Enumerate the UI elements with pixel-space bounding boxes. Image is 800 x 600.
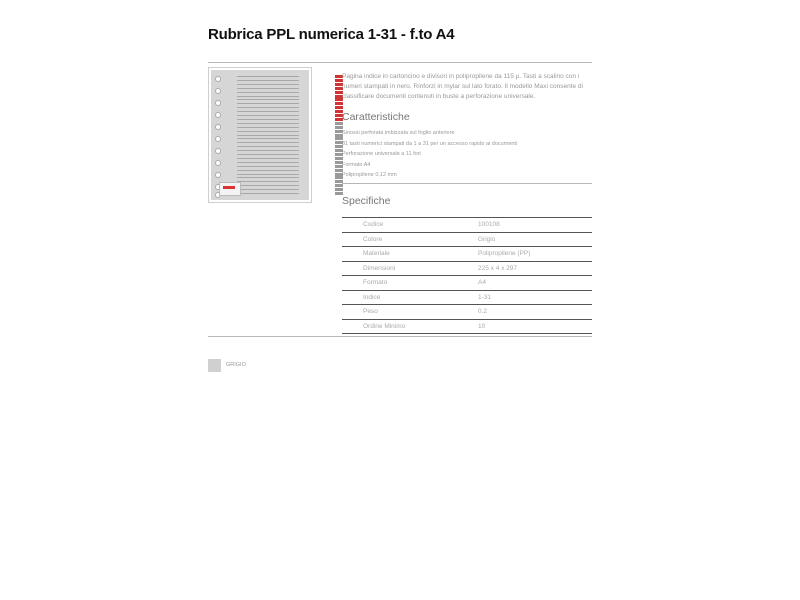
tab-line [237,150,299,151]
tab-edge [335,102,343,105]
table-row [342,320,592,335]
tab-line [237,123,299,124]
tab-line [237,162,299,163]
tab-line [237,115,299,116]
tab-edge [335,188,343,191]
tab-edge [335,106,343,109]
color-swatch-label: GRIGIO [226,362,246,368]
tab-line [237,103,299,104]
tab-line [237,99,299,100]
spec-key: Formato [363,279,388,286]
tab-line [237,92,299,93]
tab-line [237,146,299,147]
tab-line [237,80,299,81]
tab-line [237,96,299,97]
punch-hole-icon [215,172,221,178]
spec-key: Materiale [363,250,390,257]
tab-line [237,142,299,143]
spec-value: 0.2 [478,308,488,315]
tab-line [237,158,299,159]
feature-item: Sinossi perforata imbizzata sul foglio anteriore [342,130,455,136]
spec-key: Dimensioni [363,264,396,272]
tab-edge [335,184,343,187]
tab-line [237,185,299,186]
spec-value: 100108 [478,221,500,228]
tab-line [237,189,299,190]
features-divider [342,183,592,184]
color-swatch-grigio[interactable] [208,359,221,372]
tab-line [237,88,299,89]
punch-hole-icon [215,136,221,142]
feature-item: Polipropilene 0,12 mm [342,172,397,179]
tab-line [237,119,299,120]
product-description: Pagina indice in cartoncino e divisori in polipropilene da 115 µ. Tasti a scalino con i numeri stampati in nero. Rinforzi in mylar sul lato forato. Il modello Maxi consente di classificare documenti contenuti in buste a perforazione universale. [342,73,583,100]
tab-line [237,177,299,178]
spec-value: A4 [478,279,486,286]
punch-hole-icon [215,124,221,130]
spec-key: Ordine Minimo [363,322,406,330]
spec-key: Codice [363,221,384,228]
tab-line [237,154,299,155]
spec-key: Indice [363,293,381,301]
specs-heading: Specifiche [342,195,391,207]
divider-sheet-illustration [211,70,309,200]
product-title: Rubrica PPL numerica 1-31 - f.to A4 [208,26,455,43]
tab-line [237,170,299,171]
tab-line [237,135,299,136]
spec-value: Grigio [478,235,496,243]
tab-line [237,84,299,85]
spec-value: 10 [478,322,486,330]
tab-line [237,76,299,77]
specs-table [342,217,592,334]
features-list [342,128,517,181]
punch-hole-icon [215,100,221,106]
tab-line [237,138,299,139]
spec-value: Polipropilene (PP) [478,250,531,257]
tab-line [237,166,299,167]
table-row [342,233,592,248]
table-row [342,305,592,320]
title-divider [208,62,592,63]
index-tabs-illustration [237,74,297,198]
spec-key: Peso [363,308,378,315]
punch-hole-icon [215,148,221,154]
bottom-divider [208,336,592,337]
features-heading: Caratteristiche [342,111,410,123]
punch-hole-icon [215,76,221,82]
tab-line [237,181,299,182]
tab-line [237,131,299,132]
feature-item: Perforazione universale a 11 fori [342,151,421,158]
product-image[interactable] [208,67,312,203]
spec-value: 225 x 4 x 297 [478,264,518,272]
table-row [342,262,592,277]
tab-line [237,127,299,128]
punch-hole-icon [215,112,221,118]
tab-line [237,111,299,112]
spec-key: Colore [363,235,383,243]
spec-value: 1-31 [478,293,492,301]
table-row [342,276,592,291]
tab-line [237,107,299,108]
table-row [342,217,592,233]
table-row [342,247,592,262]
feature-item: 31 tasti numerici stampati da 1 a 31 per un accesso rapido ai documenti [342,140,518,147]
feature-item: Formato A4 [342,161,371,168]
punch-hole-icon [215,160,221,166]
tab-line [237,193,299,194]
tab-line [237,174,299,175]
brand-logo-icon [219,182,241,196]
punch-hole-icon [215,88,221,94]
table-row [342,291,592,306]
